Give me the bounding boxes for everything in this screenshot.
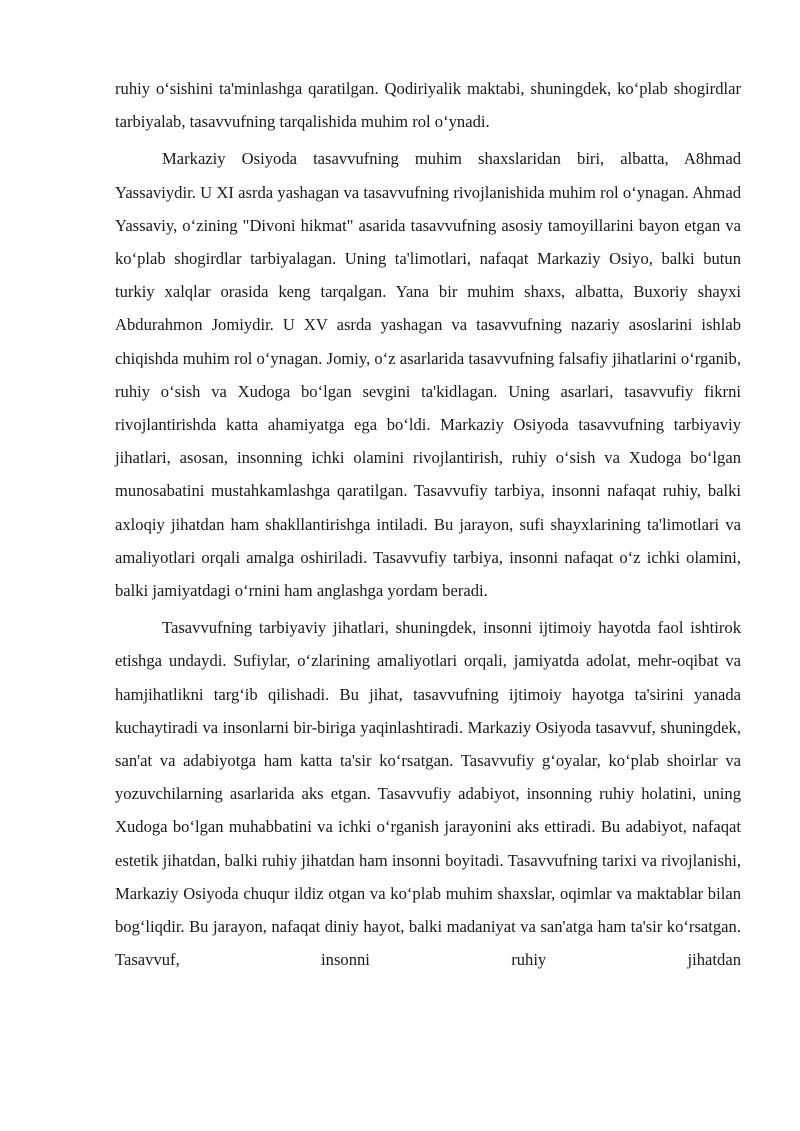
- document-page: [115, 72, 741, 980]
- paragraph-1: ruhiy o‘sishini ta'minlashga qaratilgan. Qodiriyalik maktabi, shuningdek, ko‘plab shogirdlar tarbiyalab, tasavvufning tarqalishida muhim rol o‘ynadi.: [115, 79, 741, 132]
- paragraph-3: Tasavvufning tarbiyaviy jihatlari, shuningdek, insonni ijtimoiy hayotda faol ishtirok etishga undaydi. Sufiylar, o‘zlarining amaliyotlari orqali, jamiyatda adolat, mehr-oqibat va hamjihatlikni targ‘ib qilishadi. Bu jihat, tasavvufning ijtimoiy hayotga ta'sirini yanada kuchaytiradi va insonlarni bir-biriga yaqinlashtiradi. Markaziy Osiyoda tasavvuf, shuningdek, san'at va adabiyotga ham katta ta'sir ko‘rsatgan. Tasavvufiy g‘oyalar, ko‘plab shoirlar va yozuvchilarning asarlarida aks etgan. Tasavvufiy adabiyot, insonning ruhiy holatini, uning Xudoga bo‘lgan muhabbatini va ichki o‘rganish jarayonini aks ettiradi. Bu adabiyot, nafaqat estetik jihatdan, balki ruhiy jihatdan ham insonni boyitadi. Tasavvufning tarixi va rivojlanishi, Markaziy Osiyoda chuqur ildiz otgan va ko‘plab muhim shaxslar, oqimlar va maktablar bilan bog‘liqdir. Bu jarayon, nafaqat diniy hayot, balki madaniyat va san'atga ham ta'sir ko‘rsatgan. Tasavvuf, insonni ruhiy jihatdan: [115, 618, 741, 970]
- paragraph-2: Markaziy Osiyoda tasavvufning muhim shaxslaridan biri, albatta, A8hmad Yassaviydir. U XI asrda yashagan va tasavvufning rivojlanishida muhim rol o‘ynagan. Ahmad Yassaviy, o‘zining "Divoni hikmat" asarida tasavvufning asosiy tamoyillarini bayon etgan va ko‘plab shogirdlar tarbiyalagan. Uning ta'limotlari, nafaqat Markaziy Osiyo, balki butun turkiy xalqlar orasida keng tarqalgan. Yana bir muhim shaxs, albatta, Buxoriy shayxi Abdurahmon Jomiydir. U XV asrda yashagan va tasavvufning nazariy asoslarini ishlab chiqishda muhim rol o‘ynagan. Jomiy, o‘z asarlarida tasavvufning falsafiy jihatlarini o‘rganib, ruhiy o‘sish va Xudoga bo‘lgan sevgini ta'kidlagan. Uning asarlari, tasavvufiy fikrni rivojlantirishda katta ahamiyatga ega bo‘ldi. Markaziy Osiyoda tasavvufning tarbiyaviy jihatlari, asosan, insonning ichki olamini rivojlantirish, ruhiy o‘sish va Xudoga bo‘lgan munosabatini mustahkamlashga qaratilgan. Tasavvufiy tarbiya, insonni nafaqat ruhiy, balki axloqiy jihatdan ham shakllantirishga intiladi. Bu jarayon, sufi shayxlarining ta'limotlari va amaliyotlari orqali amalga oshiriladi. Tasavvufiy tarbiya, insonni nafaqat o‘z ichki olamini, balki jamiyatdagi o‘rnini ham anglashga yordam beradi.: [115, 149, 741, 601]
